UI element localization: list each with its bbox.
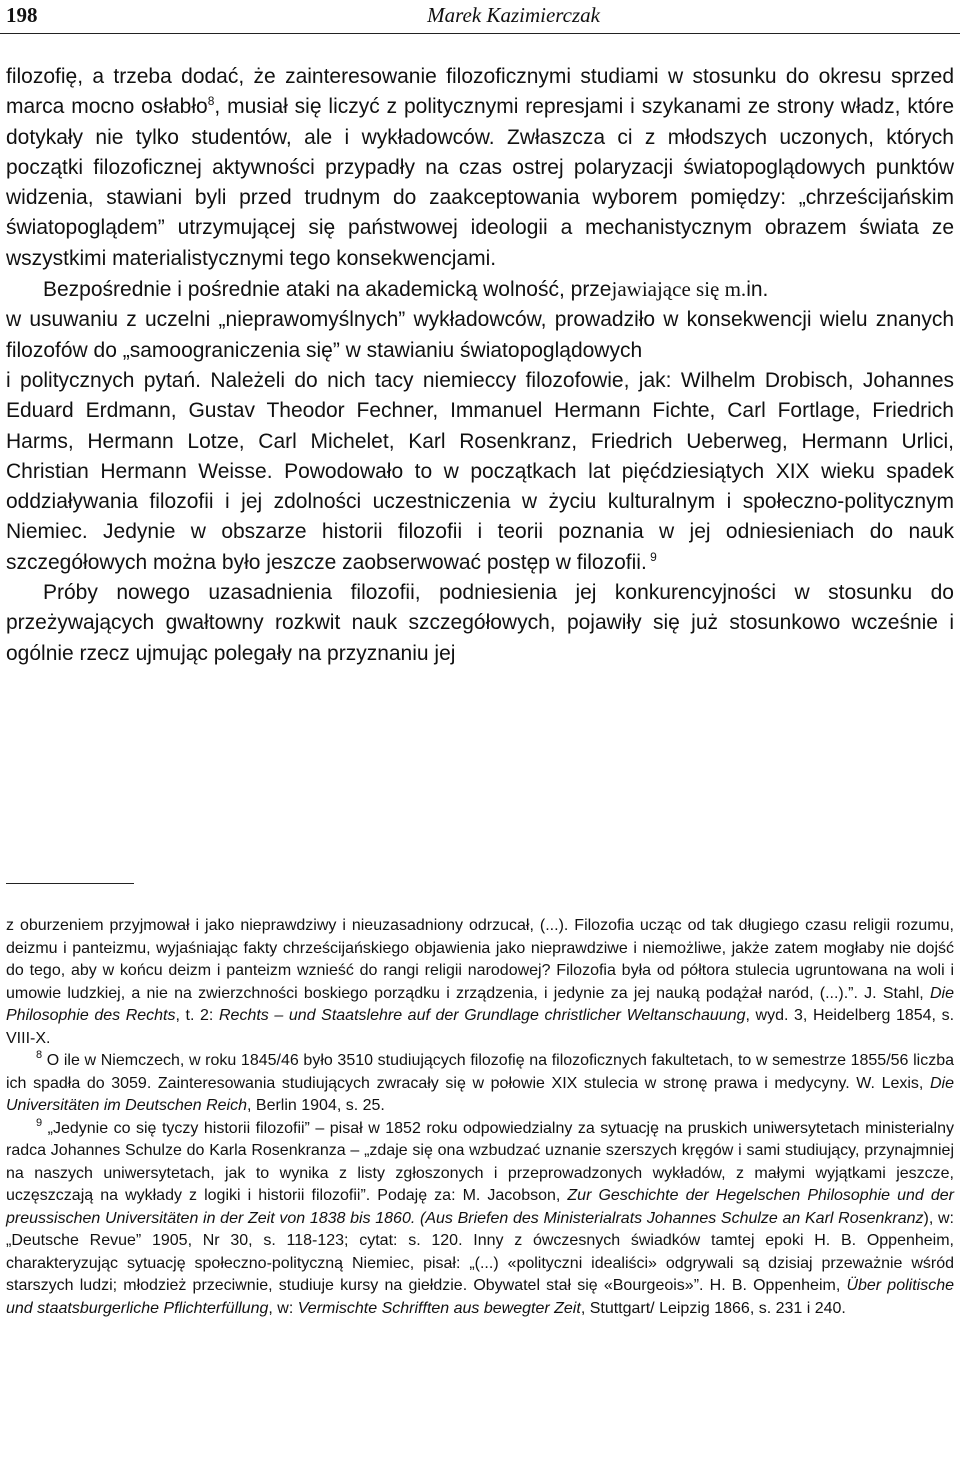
paragraph (6, 578, 954, 669)
text-run: ), w: „Deutsche Revue” 1905, Nr 30, s. 118-123; cytat: s. 120. Inny z ówczesnych świadków tamtej epoki H. B. Oppenheim, charakteryzując sytuację społeczno-polityczną Niemiec, pisał: „(...) «polityczni idealiści» odgrywali są dzisiaj przeważnie wśród starszych ludzi; młodzież przeciwnie, studiuje kursy na giełdzie. Obywatel stał się «Bourgeois»”. H. B. Oppenheim, (6, 1209, 954, 1294)
footnotes (6, 915, 954, 1320)
text-run: w usuwaniu z uczelni „nieprawomyślnych” wykładowców, prowadziło w konsekwencji wielu znanych filozofów do „samoograniczenia się” w stawianiu światopoglądowych (6, 308, 954, 362)
footnote-8 (6, 1050, 954, 1118)
italic-title: Die Universitäten im Deutschen Reich (6, 1074, 954, 1114)
text-run: , t. 2: (175, 1007, 219, 1024)
footnote-ref-8: 8 (207, 94, 215, 109)
text-run-serif: jawiające się m. (611, 277, 747, 302)
paragraph (6, 62, 954, 274)
page-number: 198 (6, 3, 38, 27)
footnote-continuation (6, 915, 954, 1050)
italic-title: Rechts – und Staatslehre auf der Grundlage christlicher Weltanschauung (218, 1007, 746, 1024)
italic-title: Vermischte Schrifften aus bewegter Zeit (297, 1299, 581, 1317)
italic-title: Die Philosophie des Rechts (6, 984, 954, 1024)
running-title: Marek Kazimierczak (427, 3, 600, 27)
text-run: in. (746, 278, 769, 302)
footnote-mark: 9 (36, 1116, 43, 1129)
text-run: filozofię, a trzeba dodać, że zainteresowanie filozoficznymi studiami w stosunku do okresu sprzed marca mocno osłabło (6, 65, 954, 119)
footnote-ref-9: 9 (646, 549, 657, 564)
text-run: , wyd. 3, Heidelberg 1854, s. VIII-X. (6, 1007, 955, 1047)
italic-title: Über politische und staatsburgerliche Pflichterfüllung (6, 1277, 955, 1317)
paragraph (6, 305, 954, 366)
text-run: , musiał się liczyć z politycznymi represjami i szykanami ze strony władz, które dotykały nie tylko studentów, ale i wykładowców. Zwłaszcza ci z młodszych uczonych, których początki filozoficznej aktywności przypadły na czas ostrej polaryzacji światopoglądowych punktów widzenia, stawiani byli przed trudnym do zaakceptowania wyborem pomiędzy: „chrześcijańskim światopoglądem” utrzymującej się państwowej ideologii a mechanistycznym obrazem świata ze wszystkimi materialistycznymi tego konsekwencjami. (6, 95, 954, 270)
body-text (6, 62, 954, 669)
footnote-separator (6, 883, 134, 884)
running-head (0, 0, 960, 34)
text-run: „Jedynie co się tyczy historii filozofii” – pisał w 1852 roku odpowiedzialny za sytuację na pruskich uniwersytetach ministerialny radca Johannes Schulze do Karla Rosenkranza – „zdaje się ona wzbudzać uznanie szerszych kręgów i sami studiujący, przynajmniej na naszych uniwersytetach, jak to wynika z listy zgłoszonych i przeprowadzonych wykładów, z małymi wyjątkami jeszcze, uczęszczają na wykłady z logiki i historii filozofii”. Podaję za: M. Jacobson, (6, 1119, 954, 1204)
italic-title: Zur Geschichte der Hegelschen Philosophie und der preussischen Universitäten in der Zeit von 1838 bis 1860. (Aus Briefen des Ministerialrats Johannes Schulze an Karl Rosenkranz (6, 1187, 954, 1227)
text-run: i politycznych pytań. Należeli do nich tacy niemieccy filozofowie, jak: Wilhelm Drobisch, Johannes Eduard Erdmann, Gustav Theodor Fechner, Immanuel Hermann Fichte, Carl Fortlage, Friedrich Harms, Hermann Lotze, Carl Michelet, Karl Rosenkranz, Friedrich Ueberweg, Hermann Urlici, Christian Hermann Weisse. Powodowało to w początkach lat pięćdziesiątych XIX wieku spadek oddziaływania filozofii i jej zdolności uczestniczenia w życiu kulturalnym i społeczno-politycznym Niemiec. Jedynie w obszarze historii filozofii i teorii poznania w jej odniesieniach do nauk szczegółowych można było jeszcze zaobserwować postęp w filozofii. (6, 368, 954, 574)
text-run: Bezpośrednie i pośrednie ataki na akademicką wolność, prze (43, 278, 612, 302)
text-run: , Berlin 1904, s. 25. (247, 1097, 385, 1114)
text-run: z oburzeniem przyjmował i jako nieprawdziwy i nieuzasadniony odrzucał, (...). Filozofia ucząc od tak długiego czasu religii rozumu, deizmu i panteizmu, wyjaśniając fakty chrześcijańskiego objawienia jako nieprawdziwe i niemożliwe, jakże zatem mogłaby nie dojść do tego, aby w końcu deizm i panteizm wznieść do rangi religii narodowej? Filozofia była od półtora stulecia ugruntowana na woli i umowie ludzkiej, a nie na zwierzchności boskiego porządku i zrządzenia, i jedynie za jej nauką podążał naród, (...).”. J. Stahl, (6, 917, 954, 1002)
footnote-9 (6, 1118, 954, 1321)
paragraph (6, 274, 954, 305)
text-run: , w: (268, 1299, 298, 1317)
paragraph (6, 366, 954, 578)
text-run: Próby nowego uzasadnienia filozofii, podniesienia jej konkurencyjności w stosunku do przeżywających gwałtowny rozkwit nauk szczegółowych, pojawiły się już stosunkowo wcześnie i ogólnie rzecz ujmując polegały na przyznaniu jej (6, 581, 954, 665)
footnote-mark: 8 (36, 1049, 43, 1061)
text-run: , Stuttgart/ Leipzig 1866, s. 231 i 240. (580, 1299, 846, 1317)
text-run: O ile w Niemczech, w roku 1845/46 było 3510 studiujących filozofię na filozoficznych fakultetach, to w semestrze 1855/56 liczba ich spadła do 3059. Zainteresowania studiujących zwracały się w połowie XIX stulecia w stronę prawa i medycyny. W. Lexis, (6, 1052, 954, 1092)
